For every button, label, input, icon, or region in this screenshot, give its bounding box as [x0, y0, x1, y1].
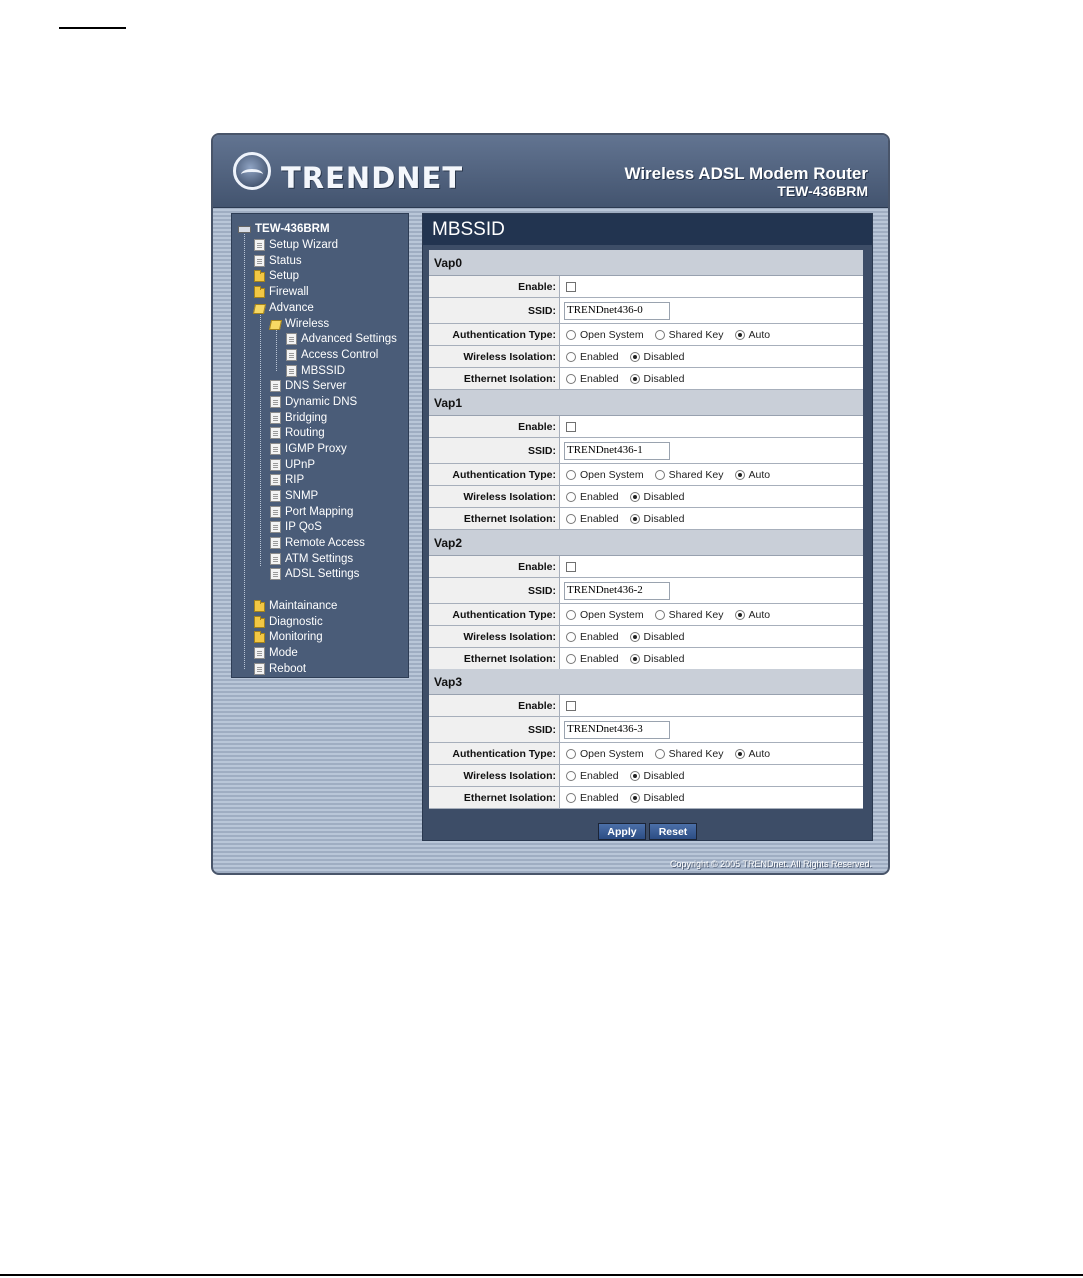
page-top-rule	[59, 27, 126, 29]
sidebar-item-tew-436brm[interactable]	[238, 221, 330, 236]
radio-label: Disabled	[643, 652, 685, 665]
vap-enable-row	[429, 276, 863, 298]
radio-label: Enabled	[580, 490, 619, 503]
field-label: SSID:	[429, 717, 560, 742]
enabled-radio[interactable]	[566, 654, 576, 664]
page-bottom-rule	[0, 1274, 1083, 1276]
radio-label: Shared Key	[668, 328, 724, 341]
auth-options	[562, 324, 781, 345]
vap-wireless-isolation-row	[429, 346, 863, 368]
page-icon	[270, 506, 281, 518]
vap-ethernet-isolation-row	[429, 648, 863, 670]
disabled-radio[interactable]	[630, 632, 640, 642]
sidebar-item-wireless[interactable]	[270, 316, 329, 331]
sidebar-item-label: DNS Server	[285, 379, 347, 392]
router-icon	[238, 226, 251, 233]
mbssid-form	[429, 250, 863, 809]
radio-label: Open System	[580, 328, 644, 341]
page-icon	[254, 663, 265, 675]
ethernet-isolation-options	[562, 648, 695, 669]
auth-options	[562, 743, 781, 764]
folder-icon	[254, 602, 265, 612]
folder-open-icon	[253, 304, 266, 314]
page-icon	[254, 255, 265, 267]
page-icon	[270, 553, 281, 565]
sidebar-item-snmp[interactable]	[270, 488, 318, 503]
radio-label: Enabled	[580, 372, 619, 385]
tree-connector-line	[244, 230, 245, 669]
radio-group	[566, 329, 781, 341]
radio-label: Enabled	[580, 791, 619, 804]
vap-ethernet-isolation-row	[429, 368, 863, 390]
sidebar-item-label: Mode	[269, 646, 298, 659]
auto-radio[interactable]	[735, 330, 745, 340]
page-icon	[286, 333, 297, 345]
radio-group	[566, 373, 695, 385]
field-label: SSID:	[429, 438, 560, 463]
sidebar-item-label: SNMP	[285, 489, 319, 502]
sidebar-item-label: RIP	[285, 473, 305, 486]
vap-wireless-isolation-row	[429, 626, 863, 648]
page-icon	[270, 412, 281, 424]
ethernet-isolation-options	[562, 368, 695, 389]
sidebar-item-rip[interactable]	[270, 472, 304, 487]
auto-radio[interactable]	[735, 749, 745, 759]
open-system-radio[interactable]	[566, 470, 576, 480]
page-icon	[270, 521, 281, 533]
radio-group	[566, 491, 695, 503]
field-label: SSID:	[429, 578, 560, 603]
field-label: Ethernet Isolation:	[429, 787, 560, 808]
radio-label: Enabled	[580, 512, 619, 525]
open-system-radio[interactable]	[566, 330, 576, 340]
brand-logo-text: TRENDNET	[281, 161, 464, 195]
enable-value	[562, 695, 576, 716]
sidebar-item-status[interactable]	[254, 253, 302, 268]
field-label: Enable:	[429, 276, 560, 297]
radio-label: Disabled	[643, 630, 685, 643]
navigation-tree	[231, 213, 409, 678]
radio-label: Disabled	[643, 769, 685, 782]
enabled-radio[interactable]	[566, 352, 576, 362]
field-label: Enable:	[429, 556, 560, 577]
field-label: Ethernet Isolation:	[429, 368, 560, 389]
enable-checkbox[interactable]	[566, 422, 576, 432]
enabled-radio[interactable]	[566, 793, 576, 803]
enable-value	[562, 556, 576, 577]
ssid-input[interactable]: TRENDnet436-2	[564, 582, 670, 600]
vap-section-header: Vap3	[429, 669, 863, 695]
radio-label: Enabled	[580, 350, 619, 363]
open-system-radio[interactable]	[566, 610, 576, 620]
sidebar-item-port-mapping[interactable]	[270, 504, 353, 519]
folder-icon	[254, 633, 265, 643]
sidebar-item-label: Status	[269, 254, 302, 267]
sidebar-item-atm-settings[interactable]	[270, 551, 353, 566]
vap-ethernet-isolation-row	[429, 787, 863, 809]
radio-label: Auto	[748, 328, 771, 341]
sidebar-item-label: ADSL Settings	[285, 567, 360, 580]
page-icon	[254, 239, 265, 251]
page-title: MBSSID	[423, 214, 872, 245]
sidebar-item-label: Bridging	[285, 411, 328, 424]
radio-label: Enabled	[580, 769, 619, 782]
radio-label: Shared Key	[668, 468, 724, 481]
vap-enable-row	[429, 556, 863, 578]
field-label: Enable:	[429, 695, 560, 716]
disabled-radio[interactable]	[630, 771, 640, 781]
folder-icon	[254, 288, 265, 298]
radio-group	[566, 748, 781, 760]
wireless-isolation-options	[562, 765, 695, 786]
sidebar-item-dns-server[interactable]	[270, 378, 346, 393]
header-banner	[213, 135, 888, 208]
vap-section-header: Vap0	[429, 250, 863, 276]
radio-label: Disabled	[643, 372, 685, 385]
radio-label: Enabled	[580, 652, 619, 665]
page-icon	[286, 365, 297, 377]
ethernet-isolation-options	[562, 787, 695, 808]
field-label: Authentication Type:	[429, 743, 560, 764]
radio-label: Auto	[748, 468, 771, 481]
trendnet-logo-icon	[233, 152, 271, 190]
vap-ssid-row	[429, 717, 863, 743]
sidebar-item-firewall[interactable]	[254, 284, 309, 299]
sidebar-item-label: Diagnostic	[269, 615, 323, 628]
field-label: Wireless Isolation:	[429, 346, 560, 367]
auth-options	[562, 604, 781, 625]
sidebar-item-label: MBSSID	[301, 364, 346, 377]
sidebar-item-label: IGMP Proxy	[285, 442, 347, 455]
enable-checkbox[interactable]	[566, 282, 576, 292]
sidebar-item-label: Wireless	[285, 317, 330, 330]
auto-radio[interactable]	[735, 470, 745, 480]
field-label: Ethernet Isolation:	[429, 648, 560, 669]
wireless-isolation-options	[562, 626, 695, 647]
ssid-value	[562, 578, 670, 603]
field-label: Wireless Isolation:	[429, 626, 560, 647]
sidebar-item-label: Setup Wizard	[269, 238, 339, 251]
product-title: Wireless ADSL Modem Router	[624, 164, 868, 183]
disabled-radio[interactable]	[630, 514, 640, 524]
field-label: Authentication Type:	[429, 604, 560, 625]
sidebar-item-label: Port Mapping	[285, 505, 354, 518]
sidebar-item-label: Remote Access	[285, 536, 365, 549]
sidebar-item-label: Monitoring	[269, 630, 323, 643]
sidebar-item-label: Access Control	[301, 348, 379, 361]
open-system-radio[interactable]	[566, 749, 576, 759]
radio-label: Shared Key	[668, 747, 724, 760]
vap-auth-row	[429, 604, 863, 626]
vap-auth-row	[429, 464, 863, 486]
sidebar-item-label: Dynamic DNS	[285, 395, 358, 408]
page-icon	[270, 427, 281, 439]
field-label: Authentication Type:	[429, 464, 560, 485]
field-label: Ethernet Isolation:	[429, 508, 560, 529]
folder-icon	[254, 618, 265, 628]
sidebar-item-igmp-proxy[interactable]	[270, 441, 347, 456]
sidebar-item-dynamic-dns[interactable]	[270, 394, 357, 409]
sidebar-item-setup[interactable]	[254, 268, 299, 283]
auth-options	[562, 464, 781, 485]
reset-button[interactable]: Reset	[649, 823, 697, 840]
sidebar-item-label: Firewall	[269, 285, 309, 298]
folder-open-icon	[269, 320, 282, 330]
radio-group	[566, 469, 781, 481]
sidebar-item-label: TEW-436BRM	[255, 222, 330, 235]
radio-label: Open System	[580, 608, 644, 621]
radio-label: Disabled	[643, 791, 685, 804]
vap-enable-row	[429, 416, 863, 438]
radio-label: Disabled	[643, 490, 685, 503]
vap-ssid-row	[429, 298, 863, 324]
apply-button[interactable]: Apply	[598, 823, 646, 840]
enable-value	[562, 416, 576, 437]
vap-section-header: Vap1	[429, 390, 863, 416]
tree-connector-line	[276, 324, 277, 371]
sidebar-item-label: Setup	[269, 269, 300, 282]
page-icon	[270, 396, 281, 408]
sidebar-item-bridging[interactable]	[270, 410, 327, 425]
sidebar-item-label: Routing	[285, 426, 325, 439]
vap-ssid-row	[429, 438, 863, 464]
sidebar-item-routing[interactable]	[270, 425, 325, 440]
field-label: SSID:	[429, 298, 560, 323]
field-label: Wireless Isolation:	[429, 765, 560, 786]
disabled-radio[interactable]	[630, 654, 640, 664]
vap-auth-row	[429, 743, 863, 765]
vap-wireless-isolation-row	[429, 486, 863, 508]
product-model: TEW-436BRM	[777, 183, 868, 199]
copyright-text: Copyright © 2005 TRENDnet. All Rights Reserved.	[669, 859, 872, 869]
radio-label: Open System	[580, 468, 644, 481]
radio-label: Disabled	[643, 512, 685, 525]
radio-label: Enabled	[580, 630, 619, 643]
radio-label: Disabled	[643, 350, 685, 363]
folder-icon	[254, 272, 265, 282]
vap-section-header: Vap2	[429, 530, 863, 556]
sidebar-item-setup-wizard[interactable]	[254, 237, 338, 252]
field-label: Enable:	[429, 416, 560, 437]
sidebar-item-access-control[interactable]	[286, 347, 378, 362]
page-icon	[270, 380, 281, 392]
sidebar-item-ip-qos[interactable]	[270, 519, 322, 534]
shared-key-radio[interactable]	[655, 470, 665, 480]
tree-connector-line	[260, 308, 261, 566]
sidebar-item-adsl-settings[interactable]	[270, 566, 359, 581]
enabled-radio[interactable]	[566, 374, 576, 384]
radio-group	[566, 631, 695, 643]
ssid-input[interactable]: TRENDnet436-0	[564, 302, 670, 320]
disabled-radio[interactable]	[630, 352, 640, 362]
wireless-isolation-options	[562, 486, 695, 507]
sidebar-item-label: Advance	[269, 301, 314, 314]
sidebar-item-mode[interactable]	[254, 645, 298, 660]
page-icon	[286, 349, 297, 361]
radio-group	[566, 653, 695, 665]
shared-key-radio[interactable]	[655, 610, 665, 620]
vap-ssid-row	[429, 578, 863, 604]
radio-group	[566, 609, 781, 621]
sidebar-item-diagnostic[interactable]	[254, 614, 323, 629]
sidebar-item-label: IP QoS	[285, 520, 322, 533]
enabled-radio[interactable]	[566, 771, 576, 781]
shared-key-radio[interactable]	[655, 330, 665, 340]
radio-label: Open System	[580, 747, 644, 760]
sidebar-item-mbssid[interactable]	[286, 363, 345, 378]
enable-checkbox[interactable]	[566, 701, 576, 711]
radio-group	[566, 792, 695, 804]
page-icon	[270, 474, 281, 486]
enabled-radio[interactable]	[566, 492, 576, 502]
radio-group	[566, 351, 695, 363]
page-icon	[270, 443, 281, 455]
auto-radio[interactable]	[735, 610, 745, 620]
wireless-isolation-options	[562, 346, 695, 367]
ethernet-isolation-options	[562, 508, 695, 529]
vap-ethernet-isolation-row	[429, 508, 863, 530]
enabled-radio[interactable]	[566, 632, 576, 642]
page-icon	[270, 568, 281, 580]
radio-label: Auto	[748, 747, 771, 760]
ssid-input[interactable]: TRENDnet436-3	[564, 721, 670, 739]
field-label: Authentication Type:	[429, 324, 560, 345]
sidebar-item-label: Maintainance	[269, 599, 338, 612]
disabled-radio[interactable]	[630, 374, 640, 384]
sidebar-item-remote-access[interactable]	[270, 535, 365, 550]
main-content	[422, 213, 873, 841]
disabled-radio[interactable]	[630, 492, 640, 502]
sidebar-item-label: UPnP	[285, 458, 316, 471]
sidebar-item-advanced-settings[interactable]	[286, 331, 397, 346]
page-icon	[270, 537, 281, 549]
shared-key-radio[interactable]	[655, 749, 665, 759]
enable-value	[562, 276, 576, 297]
radio-group	[566, 513, 695, 525]
page-icon	[270, 490, 281, 502]
field-label: Wireless Isolation:	[429, 486, 560, 507]
sidebar-item-monitoring[interactable]	[254, 629, 323, 644]
page-icon	[270, 459, 281, 471]
router-admin-window	[211, 133, 890, 875]
sidebar-item-reboot[interactable]	[254, 661, 306, 676]
ssid-input[interactable]: TRENDnet436-1	[564, 442, 670, 460]
vap-auth-row	[429, 324, 863, 346]
radio-label: Shared Key	[668, 608, 724, 621]
enable-checkbox[interactable]	[566, 562, 576, 572]
sidebar-item-label: ATM Settings	[285, 552, 354, 565]
enabled-radio[interactable]	[566, 514, 576, 524]
sidebar-item-upnp[interactable]	[270, 457, 315, 472]
sidebar-item-label: Advanced Settings	[301, 332, 397, 345]
sidebar-item-maintainance[interactable]	[254, 598, 337, 613]
ssid-value	[562, 298, 670, 323]
disabled-radio[interactable]	[630, 793, 640, 803]
sidebar-item-advance[interactable]	[254, 300, 314, 315]
radio-label: Auto	[748, 608, 771, 621]
ssid-value	[562, 438, 670, 463]
vap-enable-row	[429, 695, 863, 717]
page-icon	[254, 647, 265, 659]
radio-group	[566, 770, 695, 782]
ssid-value	[562, 717, 670, 742]
sidebar-item-label: Reboot	[269, 662, 307, 675]
vap-wireless-isolation-row	[429, 765, 863, 787]
